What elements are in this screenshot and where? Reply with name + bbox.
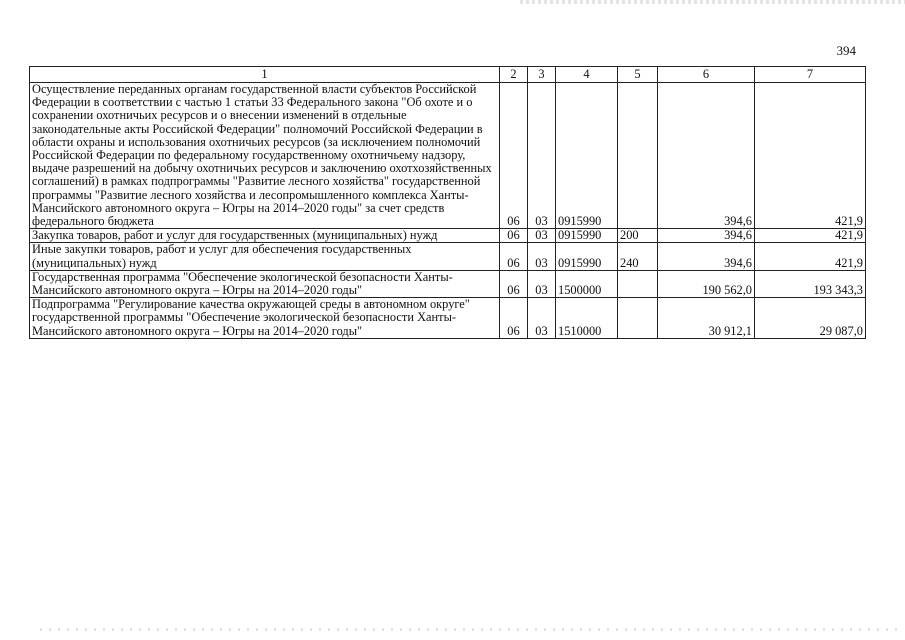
row-description: Иные закупки товаров, работ и услуг для обеспечения государственных (муниципальных) нужд — [30, 243, 500, 270]
subsection-code: 03 — [528, 229, 556, 243]
amount-col7: 421,9 — [755, 229, 866, 243]
subsection-code: 03 — [528, 83, 556, 229]
amount-col7: 421,9 — [755, 83, 866, 229]
scan-artifact-top — [520, 0, 905, 4]
budget-table — [29, 66, 866, 339]
subsection-code: 03 — [528, 298, 556, 339]
expense-type-code — [618, 298, 658, 339]
subsection-code: 03 — [528, 243, 556, 270]
table-row — [30, 270, 866, 297]
table-row — [30, 298, 866, 339]
row-description: Подпрограмма "Регулирование качества окружающей среды в автономном округе" государственной программы "Обеспечение экологической безопасности Ханты-Мансийского автономного округа – Югры на 2014–2020 годы" — [30, 298, 500, 339]
section-code: 06 — [500, 229, 528, 243]
target-article-code: 0915990 — [556, 229, 618, 243]
row-description: Осуществление переданных органам государственной власти субъектов Российской Федерации в соответствии с частью 1 статьи 33 Федерального закона "Об охоте и о сохранении охотничьих ресурсов и о внесении изменений в отдельные законодательные акты Российской Федерации" полномочий Российской Федерации в области охраны и использования охотничьих ресурсов (за исключением полномочий Российской Федерации по федеральному государственному охотничьему надзору, выдаче разрешений на добычу охотничьих ресурсов и заключению охотхозяйственных соглашений) в рамках подпрограммы "Развитие лесного хозяйства" государственной программы "Развитие лесного хозяйства и лесопромышленного комплекса Ханты-Мансийского автономного округа – Югры на 2014–2020 годы" за счет средств федерального бюджета — [30, 83, 500, 229]
expense-type-code: 200 — [618, 229, 658, 243]
column-header-3: 3 — [528, 67, 556, 83]
header-row — [30, 67, 866, 83]
row-description: Закупка товаров, работ и услуг для государственных (муниципальных) нужд — [30, 229, 500, 243]
column-header-5: 5 — [618, 67, 658, 83]
scan-artifact-bottom — [40, 628, 900, 631]
target-article-code: 1500000 — [556, 270, 618, 297]
column-header-4: 4 — [556, 67, 618, 83]
target-article-code: 0915990 — [556, 83, 618, 229]
subsection-code: 03 — [528, 270, 556, 297]
amount-col7: 193 343,3 — [755, 270, 866, 297]
column-header-1: 1 — [30, 67, 500, 83]
amount-col6: 190 562,0 — [658, 270, 755, 297]
section-code: 06 — [500, 298, 528, 339]
amount-col6: 30 912,1 — [658, 298, 755, 339]
row-description: Государственная программа "Обеспечение экологической безопасности Ханты-Мансийского автономного округа – Югры на 2014–2020 годы" — [30, 270, 500, 297]
column-header-7: 7 — [755, 67, 866, 83]
page-number: 394 — [836, 43, 856, 58]
table-row — [30, 243, 866, 270]
target-article-code: 0915990 — [556, 243, 618, 270]
amount-col6: 394,6 — [658, 83, 755, 229]
column-header-2: 2 — [500, 67, 528, 83]
table-row — [30, 83, 866, 229]
expense-type-code: 240 — [618, 243, 658, 270]
expense-type-code — [618, 83, 658, 229]
expense-type-code — [618, 270, 658, 297]
table-row — [30, 229, 866, 243]
section-code: 06 — [500, 270, 528, 297]
section-code: 06 — [500, 243, 528, 270]
amount-col6: 394,6 — [658, 243, 755, 270]
amount-col7: 421,9 — [755, 243, 866, 270]
column-header-6: 6 — [658, 67, 755, 83]
target-article-code: 1510000 — [556, 298, 618, 339]
amount-col7: 29 087,0 — [755, 298, 866, 339]
section-code: 06 — [500, 83, 528, 229]
amount-col6: 394,6 — [658, 229, 755, 243]
